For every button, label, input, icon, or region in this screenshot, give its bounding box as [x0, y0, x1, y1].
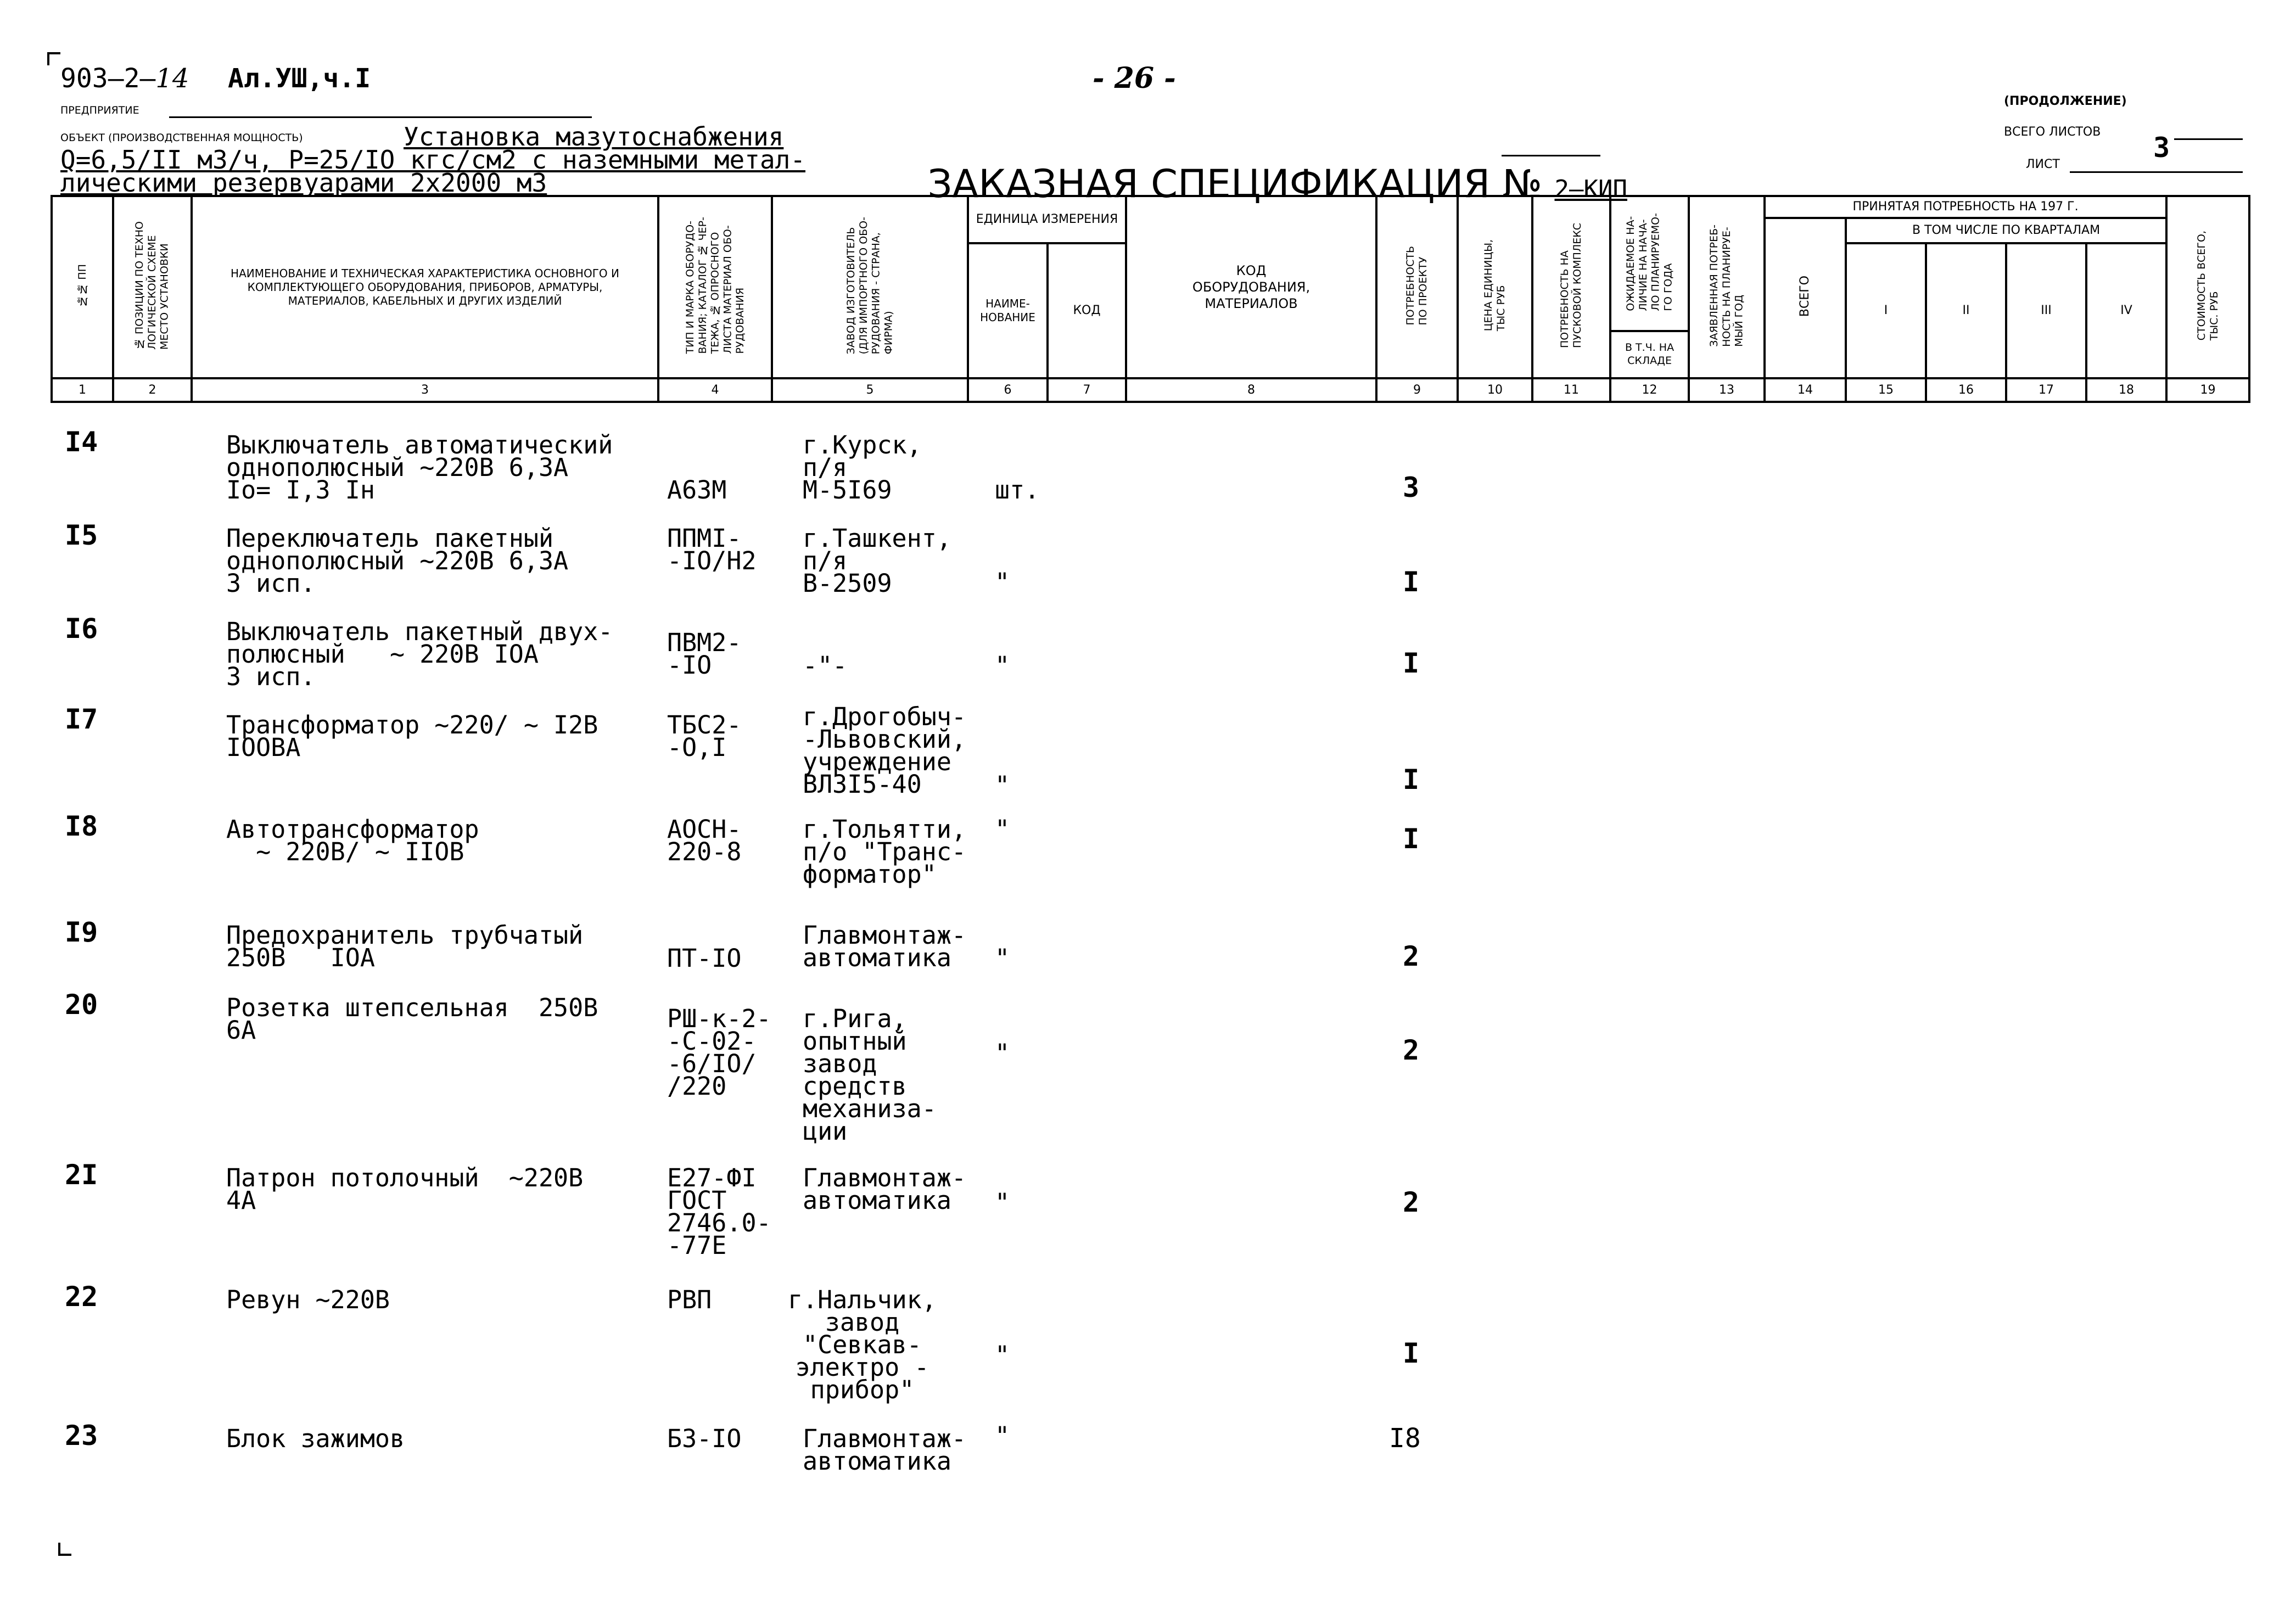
row-qty: I: [1403, 1337, 1420, 1369]
row-qty: I: [1403, 647, 1420, 679]
row-qty: 2: [1403, 940, 1420, 972]
row-type: ППМI- -IО/Н2: [667, 524, 757, 575]
col-number-14: 14: [1765, 378, 1846, 402]
row-maker: Главмонтаж- автоматика: [803, 1424, 967, 1476]
enterprise-line: [169, 116, 592, 118]
row-unit: ": [995, 1188, 1010, 1217]
row-number: 2I: [65, 1159, 98, 1191]
col-number-12: 12: [1610, 378, 1689, 402]
group-quarters-header: В ТОМ ЧИСЛЕ ПО КВАРТАЛАМ: [1846, 218, 2166, 243]
continuation-label: (ПРОДОЛЖЕНИЕ): [2004, 94, 2127, 108]
col-number-16: 16: [1926, 378, 2006, 402]
row-qty: I8: [1389, 1423, 1421, 1454]
col-number-15: 15: [1846, 378, 1926, 402]
row-number: I8: [65, 810, 98, 842]
row-unit: ": [995, 1341, 1010, 1370]
row-maker: г.Нальчик, завод "Севкав- электро - прибор": [788, 1285, 937, 1404]
row-number: 23: [65, 1420, 98, 1452]
row-number: I6: [65, 613, 98, 645]
row-qty: 3: [1403, 472, 1420, 503]
total-sheets-line: [2174, 138, 2243, 140]
col-number-11: 11: [1532, 378, 1610, 402]
row-number: I9: [65, 916, 98, 948]
corner-mark-top-left: [47, 52, 60, 65]
row-type: А63М: [667, 475, 727, 505]
row-type: РВП: [667, 1285, 712, 1314]
col-18-header: IV: [2086, 243, 2166, 378]
col-number-10: 10: [1458, 378, 1532, 402]
row-unit: ": [995, 815, 1010, 844]
row-name: Предохранитель трубчатый 250В IОА: [226, 921, 584, 972]
spec-number-line: [1502, 155, 1600, 156]
row-maker: Главмонтаж- автоматика: [803, 1163, 967, 1215]
row-type: Е27-ФI ГОСТ 2746.0- -77Е: [667, 1163, 771, 1260]
corner-mark-bottom-left: [58, 1543, 71, 1556]
col-number-4: 4: [658, 378, 772, 402]
row-maker: г.Рига, опытный завод средств механиза- ции: [803, 1004, 937, 1146]
row-number: I5: [65, 519, 98, 551]
col-number-5: 5: [772, 378, 968, 402]
col-1-header: №№ ПП: [52, 196, 113, 378]
row-name: Переключатель пакетный однополюсный ~220В 6,3А 3 исп.: [226, 524, 569, 598]
col-10-header: ЦЕНА ЕДИНИЦЫ, ТЫС РУБ: [1458, 196, 1532, 378]
row-unit: ": [995, 1421, 1010, 1450]
album-ref: Ал.УШ,ч.I: [228, 63, 371, 94]
row-unit: шт.: [995, 475, 1040, 505]
row-name: Блок зажимов: [226, 1424, 405, 1453]
col-2-header: № ПОЗИЦИИ ПО ТЕХНО ЛОГИЧЕСКОЙ СХЕМЕ МЕСТО УСТАНОВКИ: [113, 196, 192, 378]
row-number: I4: [65, 426, 98, 458]
spec-title: ЗАКАЗНАЯ СПЕЦИФИКАЦИЯ № 2–КИП: [927, 161, 1627, 206]
col-9-header: ПОТРЕБНОСТЬ ПО ПРОЕКТУ: [1376, 196, 1458, 378]
sheet-value: 3: [2153, 132, 2170, 164]
page-number: - 26 -: [1093, 61, 1176, 95]
col-4-header: ТИП И МАРКА ОБОРУДО- ВАНИЯ; КАТАЛОГ № ЧЕР- ТЕЖА, № ОПРОСНОГО ЛИСТА МАТЕРИАЛ ОБО- РУДОВАНИЯ: [658, 196, 772, 378]
col-number-1: 1: [52, 378, 113, 402]
row-maker: г.Курск, п/я М-5I69: [803, 430, 922, 505]
col-6-header: НАИМЕ-НОВАНИЕ: [968, 243, 1048, 378]
enterprise-label: ПРЕДПРИЯТИЕ: [60, 104, 139, 116]
spec-number: 2–КИП: [1554, 175, 1627, 203]
row-name: Выключатель пакетный двух- полюсный ~ 220В IОА 3 исп.: [226, 617, 613, 691]
col-number-9: 9: [1376, 378, 1458, 402]
row-unit: ": [995, 1039, 1010, 1068]
row-name: Патрон потолочный ~220В 4А: [226, 1163, 584, 1215]
row-qty: 2: [1403, 1034, 1420, 1066]
col-19-header: СТОИМОСТЬ ВСЕГО, ТЫС. РУБ: [2166, 196, 2249, 378]
row-unit: ": [995, 651, 1010, 680]
sheet-label: ЛИСТ: [2026, 158, 2060, 171]
object-line-1: Установка мазутоснабжения: [404, 122, 784, 152]
col-number-17: 17: [2006, 378, 2086, 402]
col-number-3: 3: [192, 378, 658, 402]
row-name: Трансформатор ~220/ ~ I2В IООВА: [226, 710, 598, 762]
row-number: 20: [65, 989, 98, 1021]
row-type: ТБС2- -О,I: [667, 710, 742, 762]
row-qty: I: [1403, 764, 1420, 795]
col-3-header: НАИМЕНОВАНИЕ И ТЕХНИЧЕСКАЯ ХАРАКТЕРИСТИКА ОСНОВНОГО И КОМПЛЕКТУЮЩЕГО ОБОРУДОВАНИЯ, ПРИБОРОВ, АРМАТУРЫ, МАТЕРИАЛОВ, КАБЕЛЬНЫХ И ДРУГИХ ИЗДЕЛИЙ: [192, 196, 658, 378]
row-name: Ревун ~220В: [226, 1285, 390, 1314]
row-type: Б3-IО: [667, 1424, 742, 1453]
sheet-line: [2070, 171, 2243, 173]
object-line-3: лическими резервуарами 2х2000 м3: [60, 168, 547, 198]
row-name: Выключатель автоматический однополюсный ~220В 6,3А Iо= I,3 Iн: [226, 430, 613, 505]
col-8-header: КОД ОБОРУДОВАНИЯ, МАТЕРИАЛОВ: [1126, 196, 1376, 378]
group-accepted-need-header: ПРИНЯТАЯ ПОТРЕБНОСТЬ НА 197 Г.: [1765, 196, 2166, 218]
row-name: Розетка штепсельная 250В 6А: [226, 993, 598, 1045]
object-line-2: Q=6,5/II м3/ч, Р=25/IО кгс/см2 с наземными метал-: [60, 145, 806, 175]
col-5-header: ЗАВОД ИЗГОТОВИТЕЛЬ (ДЛЯ ИМПОРТНОГО ОБО- РУДОВАНИЯ - СТРАНА, ФИРМА): [772, 196, 968, 378]
row-maker: г.Дрогобыч- -Львовский, учреждение ВЛ3I5-40: [803, 702, 967, 799]
object-label: ОБЪЕКТ (ПРОИЗВОДСТВЕННАЯ МОЩНОСТЬ): [60, 132, 303, 144]
row-number: I7: [65, 703, 98, 735]
col-14-header: ВСЕГО: [1765, 218, 1846, 378]
col-6-7-group-header: ЕДИНИЦА ИЗМЕРЕНИЯ: [968, 196, 1126, 243]
col-16-header: II: [1926, 243, 2006, 378]
row-maker: г.Тольятти, п/о "Транс- форматор": [803, 815, 967, 889]
row-type: РШ-к-2- -С-02- -6/IО/ /220: [667, 1004, 771, 1101]
col-number-18: 18: [2086, 378, 2166, 402]
col-15-header: I: [1846, 243, 1926, 378]
col-12-header-top: ОЖИДАЕМОЕ НА- ЛИЧИЕ НА НАЧА- ЛО ПЛАНИРУЕМО- ГО ГОДА: [1610, 196, 1689, 331]
col-number-7: 7: [1048, 378, 1126, 402]
doc-number-handwritten: 14: [155, 63, 189, 94]
row-unit: ": [995, 568, 1010, 597]
col-number-2: 2: [113, 378, 192, 402]
row-maker: г.Ташкент, п/я В-2509: [803, 524, 951, 598]
col-7-header: КОД: [1048, 243, 1126, 378]
row-qty: I: [1403, 566, 1420, 598]
col-11-header: ПОТРЕБНОСТЬ НА ПУСКОВОЙ КОМПЛЕКС: [1532, 196, 1610, 378]
row-unit: ": [995, 944, 1010, 973]
col-17-header: III: [2006, 243, 2086, 378]
col-number-8: 8: [1126, 378, 1376, 402]
row-qty: 2: [1403, 1186, 1420, 1218]
col-number-6: 6: [968, 378, 1048, 402]
col-13-header: ЗАЯВЛЕННАЯ ПОТРЕБ- НОСТЬ НА ПЛАНИРУЕ- МЫЙ ГОД: [1689, 196, 1765, 378]
row-type: АОСН- 220-8: [667, 815, 742, 866]
spec-header-table: [51, 195, 2250, 403]
row-type: ПВМ2- -IО: [667, 628, 742, 680]
total-sheets-label: ВСЕГО ЛИСТОВ: [2004, 125, 2101, 139]
col-number-13: 13: [1689, 378, 1765, 402]
col-12-header-bottom: В Т.Ч. НА СКЛАДЕ: [1610, 331, 1689, 378]
col-number-19: 19: [2166, 378, 2249, 402]
row-maker: Главмонтаж- автоматика: [803, 921, 967, 972]
row-name: Автотрансформатор ~ 220В/ ~ IIОВ: [226, 815, 479, 866]
row-qty: I: [1403, 823, 1420, 855]
row-unit: ": [995, 771, 1010, 800]
row-number: 22: [65, 1281, 98, 1313]
row-maker: -"-: [803, 651, 848, 680]
row-type: ПТ-IО: [667, 944, 742, 973]
doc-number: 903–2–14: [60, 63, 189, 94]
